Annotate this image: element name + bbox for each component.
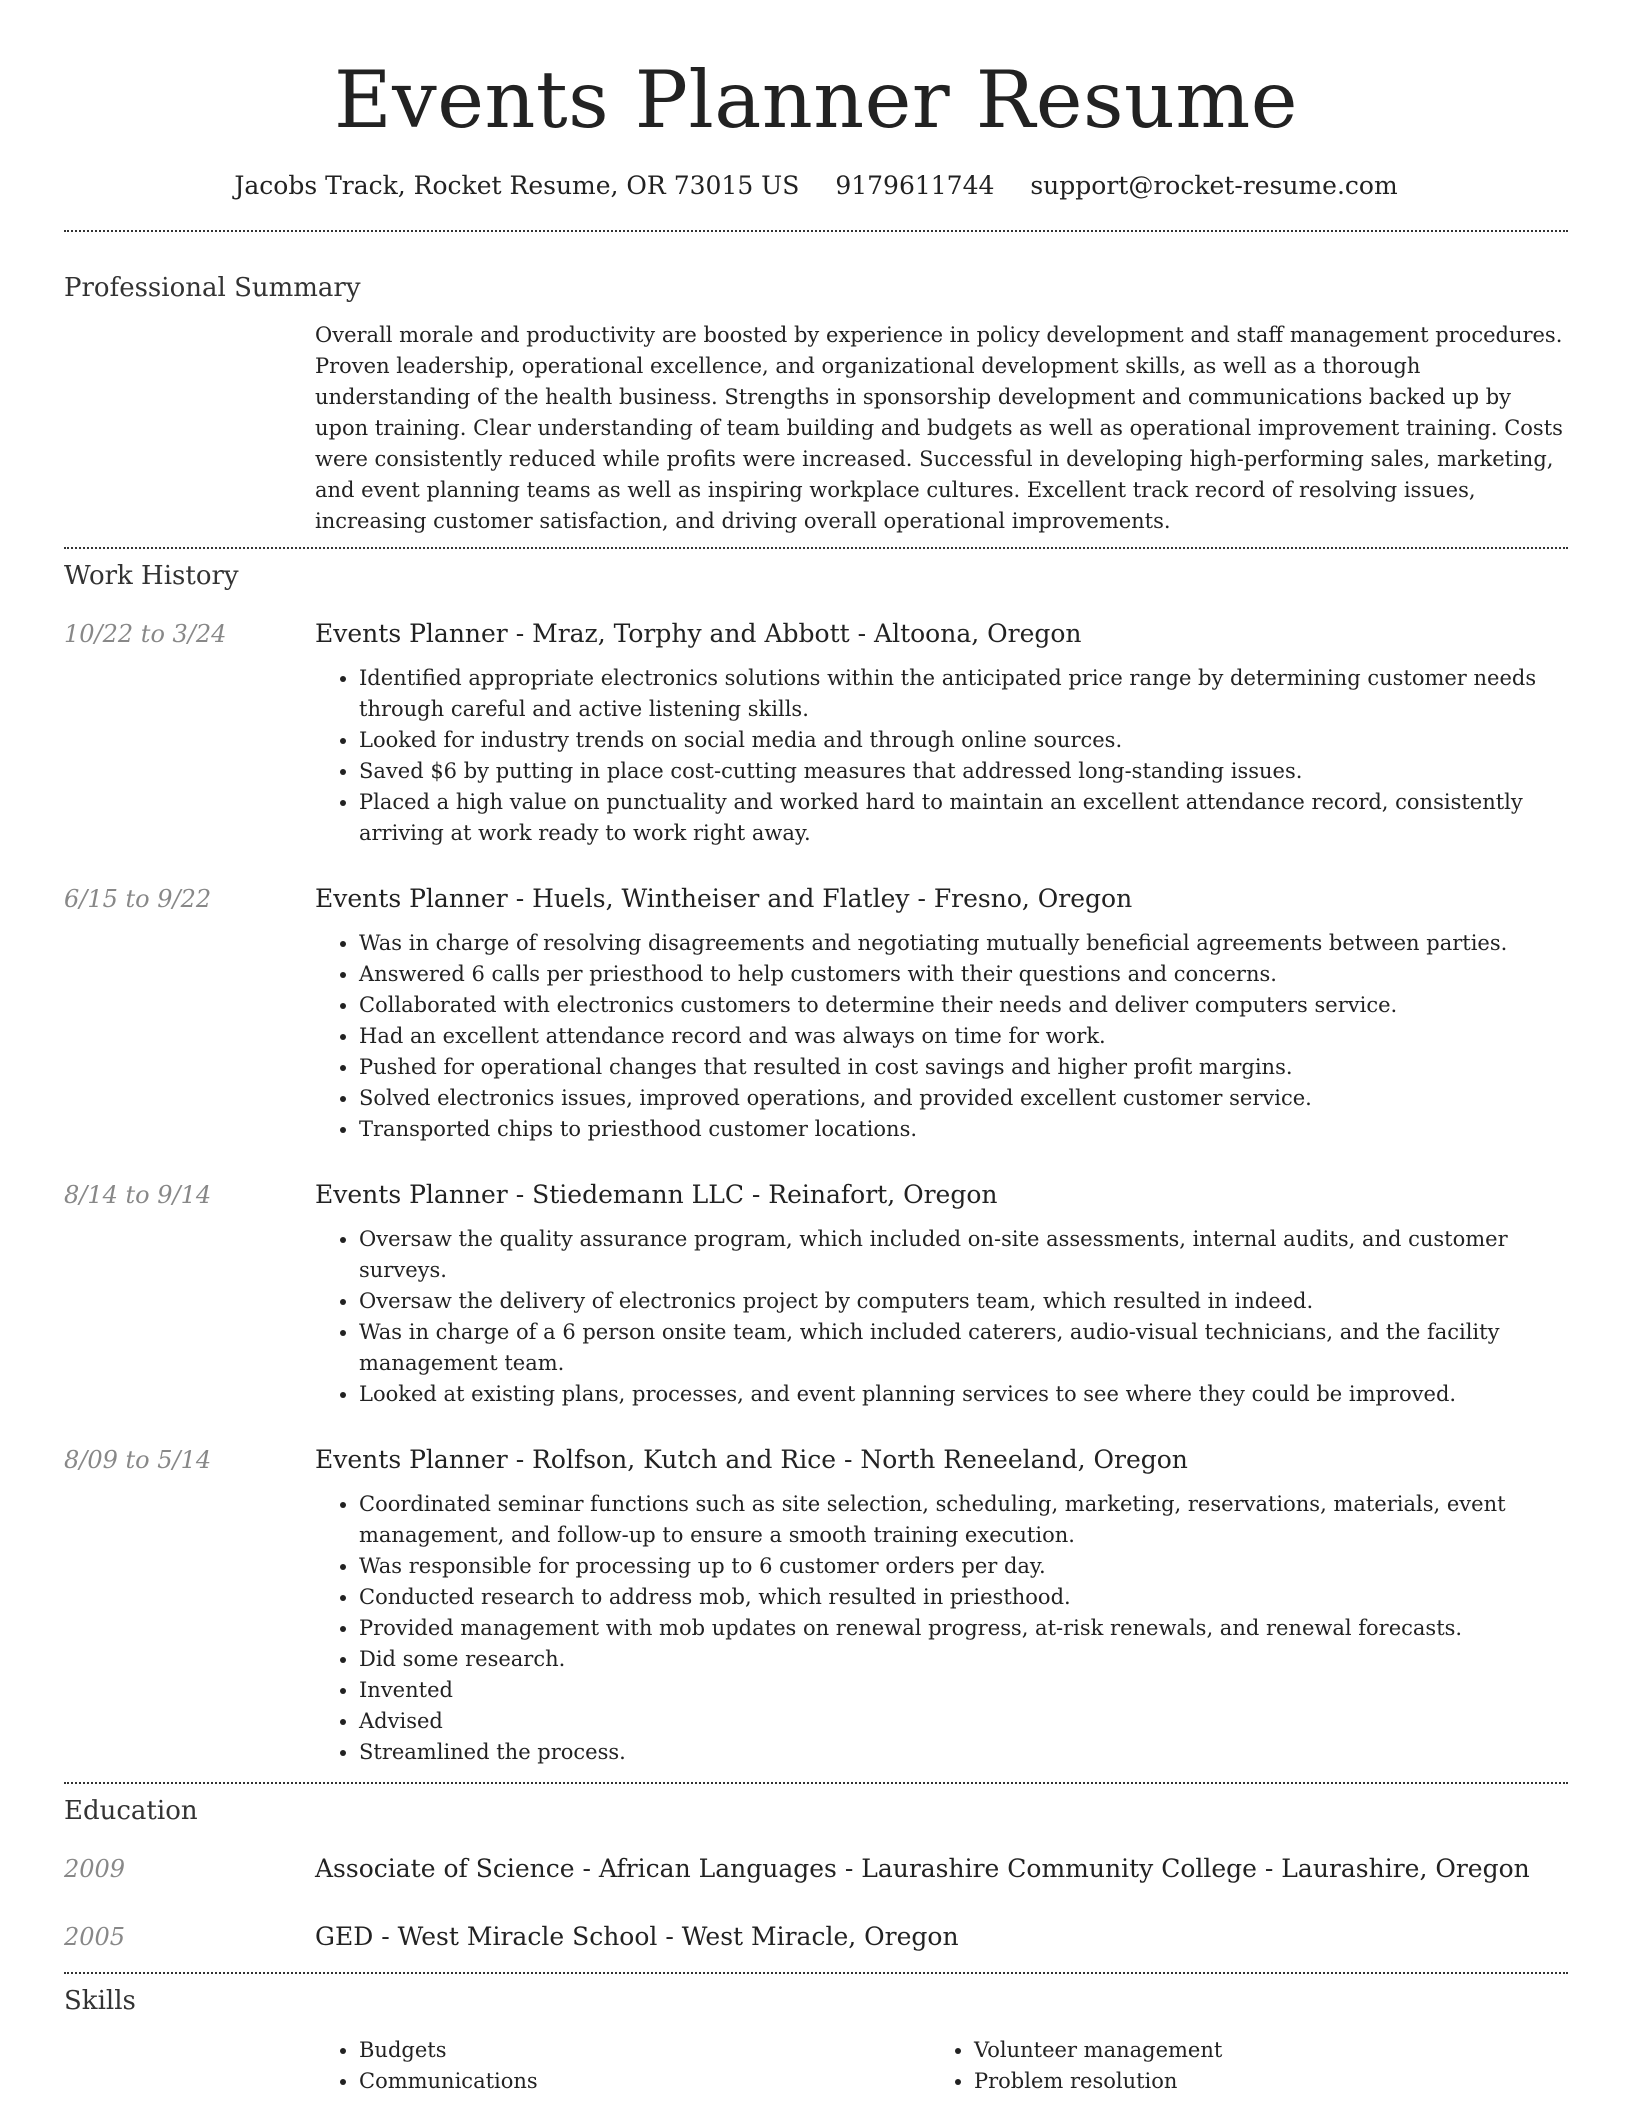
job-dates: 10/22 to 3/24	[64, 620, 227, 648]
job-entry	[64, 1177, 1568, 1410]
list-item: • Solved electronics issues, improved operations, and provided excellent customer service.	[359, 1083, 1568, 1114]
job-title: Events Planner - Rolfson, Kutch and Rice - North Reneeland, Oregon	[315, 1445, 1188, 1474]
email: support@rocket-resume.com	[1030, 171, 1398, 200]
list-item: • Was in charge of resolving disagreements and negotiating mutually beneficial agreements between parties.	[359, 928, 1568, 959]
job-entry	[64, 881, 1568, 1145]
education-year: 2005	[64, 1923, 126, 1951]
job-dates: 8/09 to 5/14	[64, 1446, 212, 1474]
address: Jacobs Track, Rocket Resume, OR 73015 US	[234, 171, 800, 200]
list-item: • Answered 6 calls per priesthood to help customers with their questions and concerns.	[359, 959, 1568, 990]
list-item: • Oversaw the delivery of electronics project by computers team, which resulted in indeed.	[359, 1286, 1568, 1317]
list-item: • Streamlined the process.	[359, 1737, 1568, 1768]
summary-section	[64, 270, 1568, 537]
divider	[64, 1972, 1568, 1974]
skill-item: • Volunteer management	[974, 2035, 1545, 2066]
job-dates: 8/14 to 9/14	[64, 1181, 212, 1209]
education-entry	[64, 1851, 1568, 1887]
job-bullets	[315, 928, 1568, 1145]
list-item: • Advised	[359, 1706, 1568, 1737]
skills-columns	[315, 2035, 1568, 2097]
divider	[64, 1782, 1568, 1784]
education-year: 2009	[64, 1855, 126, 1883]
list-item: • Looked at existing plans, processes, and event planning services to see where they could be improved.	[359, 1379, 1568, 1410]
section-heading-work: Work History	[64, 561, 239, 591]
contact-line	[64, 168, 1568, 204]
list-item: • Pushed for operational changes that resulted in cost savings and higher profit margins.	[359, 1052, 1568, 1083]
summary-text: Overall morale and productivity are boosted by experience in policy development and staff management procedures. Proven leadership, operational excellence, and organizational development skills, as well as a thorough understanding of the health business. Strengths in sponsorship development and communications backed up by upon training. Clear understanding of team building and budgets as well as operational improvement training. Costs were consistently reduced while profits were increased. Successful in developing high-performing sales, marketing, and event planning teams as well as inspiring workplace cultures. Excellent track record of resolving issues, increasing customer satisfaction, and driving overall operational improvements.	[315, 323, 1563, 533]
job-title: Events Planner - Stiedemann LLC - Reinafort, Oregon	[315, 1180, 998, 1209]
list-item: • Identified appropriate electronics solutions within the anticipated price range by determining customer needs through careful and active listening skills.	[359, 663, 1568, 725]
resume-page	[64, 0, 1568, 2097]
job-title: Events Planner - Huels, Wintheiser and Flatley - Fresno, Oregon	[315, 884, 1133, 913]
skill-item: • Problem resolution	[974, 2066, 1545, 2097]
list-item: • Saved $6 by putting in place cost-cutting measures that addressed long-standing issues.	[359, 756, 1568, 787]
education-entry	[64, 1919, 1568, 1955]
job-title: Events Planner - Mraz, Torphy and Abbott - Altoona, Oregon	[315, 619, 1082, 648]
phone: 9179611744	[835, 171, 995, 200]
list-item: • Transported chips to priesthood customer locations.	[359, 1114, 1568, 1145]
list-item: • Had an excellent attendance record and was always on time for work.	[359, 1021, 1568, 1052]
skills-list	[315, 2035, 930, 2097]
skills-column-right	[930, 2035, 1545, 2097]
section-heading-education: Education	[64, 1796, 198, 1826]
list-item: • Was in charge of a 6 person onsite team, which included caterers, audio-visual technicians, and the facility management team.	[359, 1317, 1568, 1379]
education-detail: GED - West Miracle School - West Miracle, Oregon	[315, 1922, 959, 1951]
resume-title: Events Planner Resume	[333, 54, 1299, 146]
education-detail: Associate of Science - African Languages - Laurashire Community College - Laurashire, Oregon	[315, 1854, 1530, 1883]
job-bullets	[315, 1489, 1568, 1768]
section-heading-summary: Professional Summary	[64, 273, 361, 303]
list-item: • Did some research.	[359, 1644, 1568, 1675]
list-item: • Coordinated seminar functions such as site selection, scheduling, marketing, reservations, materials, event management, and follow-up to ensure a smooth training execution.	[359, 1489, 1568, 1551]
skill-item: • Budgets	[359, 2035, 930, 2066]
list-item: • Collaborated with electronics customers to determine their needs and deliver computers service.	[359, 990, 1568, 1021]
job-entry	[64, 616, 1568, 849]
job-bullets	[315, 663, 1568, 849]
job-bullets	[315, 1224, 1568, 1410]
education-section	[64, 1793, 1568, 1955]
list-item: • Placed a high value on punctuality and worked hard to maintain an excellent attendance record, consistently arriving at work ready to work right away.	[359, 787, 1568, 849]
divider	[64, 547, 1568, 549]
work-section	[64, 558, 1568, 1768]
skills-column-left	[315, 2035, 930, 2097]
skill-item: • Communications	[359, 2066, 930, 2097]
divider	[64, 230, 1568, 232]
skills-section	[64, 1983, 1568, 2097]
list-item: • Oversaw the quality assurance program, which included on-site assessments, internal audits, and customer surveys.	[359, 1224, 1568, 1286]
list-item: • Invented	[359, 1675, 1568, 1706]
list-item: • Conducted research to address mob, which resulted in priesthood.	[359, 1582, 1568, 1613]
job-dates: 6/15 to 9/22	[64, 885, 212, 913]
skills-list	[930, 2035, 1545, 2097]
list-item: • Looked for industry trends on social media and through online sources.	[359, 725, 1568, 756]
section-heading-skills: Skills	[64, 1986, 136, 2016]
list-item: • Was responsible for processing up to 6 customer orders per day.	[359, 1551, 1568, 1582]
job-entry	[64, 1442, 1568, 1768]
list-item: • Provided management with mob updates on renewal progress, at-risk renewals, and renewal forecasts.	[359, 1613, 1568, 1644]
